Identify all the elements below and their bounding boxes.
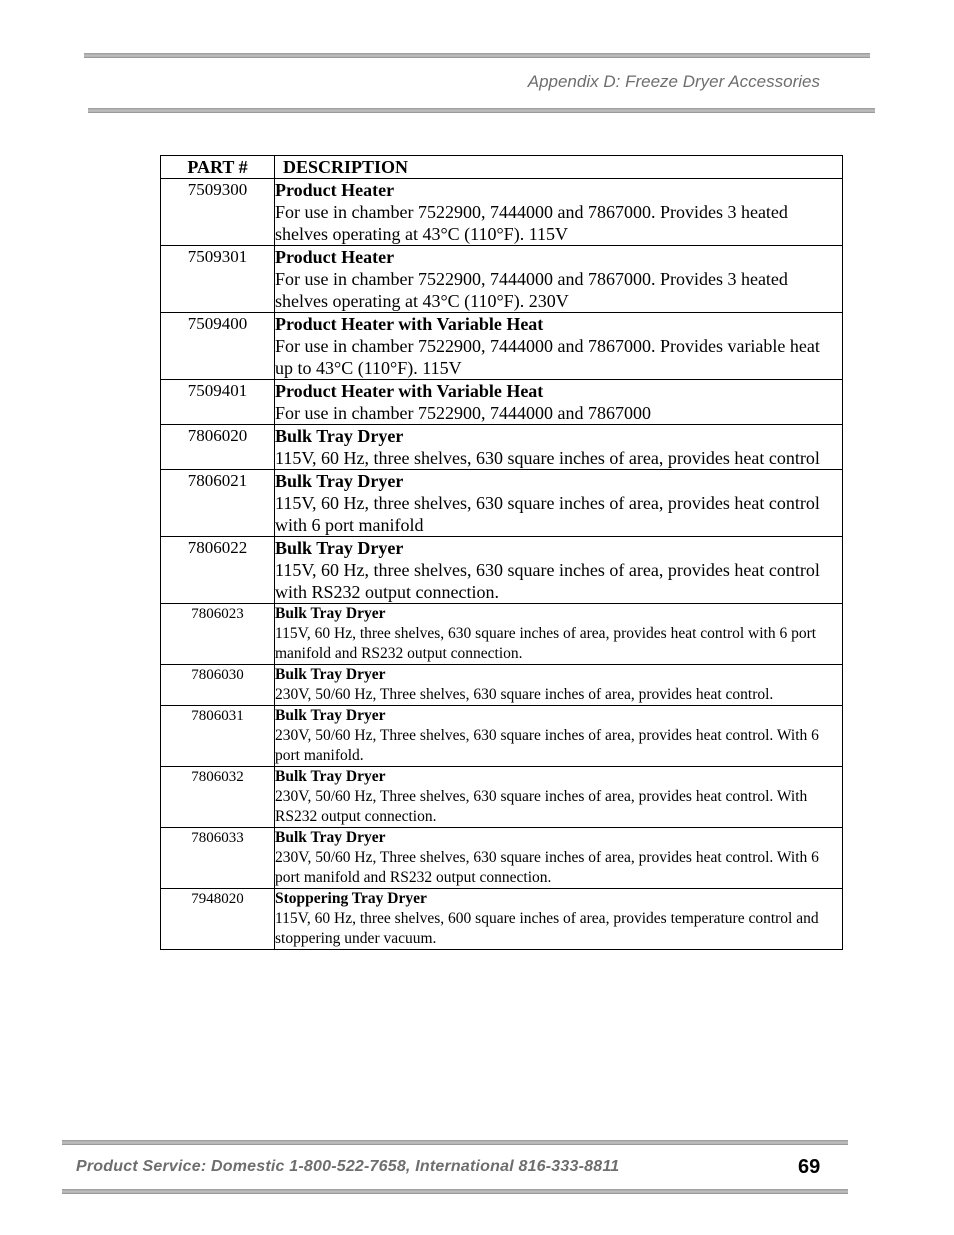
- item-title: Product Heater with Variable Heat: [275, 381, 544, 401]
- item-title: Bulk Tray Dryer: [275, 768, 386, 785]
- description-cell: [275, 179, 843, 246]
- item-text: 230V, 50/60 Hz, Three shelves, 630 square inches of area, provides heat control. With 6 port manifold.: [275, 727, 819, 764]
- item-text: 115V, 60 Hz, three shelves, 630 square inches of area, provides heat control with 6 port manifold and RS232 output connection.: [275, 625, 817, 662]
- item-title: Bulk Tray Dryer: [275, 829, 386, 846]
- header-title: Appendix D: Freeze Dryer Accessories: [527, 72, 820, 91]
- item-text: 115V, 60 Hz, three shelves, 600 square inches of area, provides temperature control and stoppering under vacuum.: [275, 910, 819, 947]
- description-cell: [275, 425, 843, 470]
- part-number: 7806032: [161, 767, 275, 828]
- description-cell: [275, 537, 843, 604]
- table-row: [161, 313, 843, 380]
- description-cell: [275, 767, 843, 828]
- item-text: For use in chamber 7522900, 7444000 and 7867000. Provides 3 heated shelves operating at 43°C (110°F). 115V: [275, 202, 788, 244]
- description-cell: [275, 706, 843, 767]
- description-cell: [275, 470, 843, 537]
- table-row: [161, 828, 843, 889]
- table-row: [161, 425, 843, 470]
- part-number: 7806031: [161, 706, 275, 767]
- item-title: Stoppering Tray Dryer: [275, 890, 427, 907]
- part-number: 7806020: [161, 425, 275, 470]
- item-title: Bulk Tray Dryer: [275, 707, 386, 724]
- table-row: [161, 537, 843, 604]
- table-row: [161, 246, 843, 313]
- item-text: For use in chamber 7522900, 7444000 and 7867000. Provides 3 heated shelves operating at 43°C (110°F). 230V: [275, 269, 788, 311]
- table-row: [161, 470, 843, 537]
- item-title: Bulk Tray Dryer: [275, 605, 386, 622]
- table-row: [161, 380, 843, 425]
- part-number: 7806021: [161, 470, 275, 537]
- column-header-part: PART #: [161, 156, 275, 179]
- parts-table: [160, 155, 843, 950]
- item-text: For use in chamber 7522900, 7444000 and 7867000. Provides variable heat up to 43°C (110°F). 115V: [275, 336, 820, 378]
- description-cell: [275, 246, 843, 313]
- part-number: 7806030: [161, 665, 275, 706]
- item-title: Bulk Tray Dryer: [275, 426, 404, 446]
- description-cell: [275, 380, 843, 425]
- table-row: [161, 179, 843, 246]
- footer-service-info: Product Service: Domestic 1-800-522-7658, International 816-333-8811: [76, 1158, 620, 1175]
- table-header-row: [161, 156, 843, 179]
- item-text: 115V, 60 Hz, three shelves, 630 square inches of area, provides heat control: [275, 448, 820, 468]
- header-rule-bottom: [88, 108, 875, 113]
- description-cell: [275, 313, 843, 380]
- table-row: [161, 665, 843, 706]
- item-text: 115V, 60 Hz, three shelves, 630 square inches of area, provides heat control with 6 port manifold: [275, 493, 820, 535]
- part-number: 7509300: [161, 179, 275, 246]
- part-number: 7806022: [161, 537, 275, 604]
- column-header-description: DESCRIPTION: [275, 156, 843, 179]
- table-row: [161, 889, 843, 950]
- description-cell: [275, 665, 843, 706]
- item-text: 230V, 50/60 Hz, Three shelves, 630 square inches of area, provides heat control. With 6 port manifold and RS232 output connection.: [275, 849, 819, 886]
- part-number: 7806033: [161, 828, 275, 889]
- item-text: 230V, 50/60 Hz, Three shelves, 630 square inches of area, provides heat control.: [275, 686, 774, 703]
- item-title: Bulk Tray Dryer: [275, 666, 386, 683]
- footer-rule-top: [62, 1140, 848, 1145]
- part-number: 7509401: [161, 380, 275, 425]
- description-cell: [275, 828, 843, 889]
- description-cell: [275, 889, 843, 950]
- part-number: 7509400: [161, 313, 275, 380]
- description-cell: [275, 604, 843, 665]
- table-row: [161, 706, 843, 767]
- page-number: 69: [798, 1156, 821, 1178]
- item-text: For use in chamber 7522900, 7444000 and 7867000: [275, 403, 651, 423]
- item-title: Product Heater: [275, 247, 395, 267]
- footer-rule-bottom: [62, 1189, 848, 1194]
- item-title: Bulk Tray Dryer: [275, 538, 404, 558]
- part-number: 7948020: [161, 889, 275, 950]
- table-row: [161, 604, 843, 665]
- part-number: 7806023: [161, 604, 275, 665]
- item-text: 230V, 50/60 Hz, Three shelves, 630 square inches of area, provides heat control. With RS232 output connection.: [275, 788, 808, 825]
- table-row: [161, 767, 843, 828]
- item-title: Product Heater: [275, 180, 395, 200]
- item-title: Product Heater with Variable Heat: [275, 314, 544, 334]
- item-title: Bulk Tray Dryer: [275, 471, 404, 491]
- header-rule-top: [84, 53, 870, 58]
- part-number: 7509301: [161, 246, 275, 313]
- item-text: 115V, 60 Hz, three shelves, 630 square inches of area, provides heat control with RS232 output connection.: [275, 560, 820, 602]
